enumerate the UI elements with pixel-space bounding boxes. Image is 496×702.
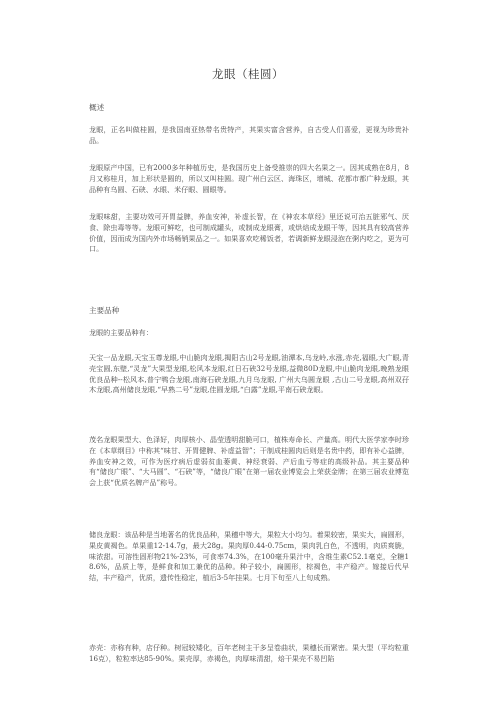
section-heading-varieties: 主要品种 (89, 306, 120, 315)
varieties-paragraph-5: 赤壳：亦称有种，店仔种。树冠较矮化，百年老树主干多呈卷曲状，果穗长而紧密。果大型（平均粒重16克），粒粒率达85-90%。果壳厚，赤褐色，肉厚味清甜，焙干果壳不易凹陷 (89, 643, 409, 663)
varieties-paragraph-4: 储良龙眼：该品种是当地著名的优良品种，果穗中等大，果粒大小均匀。着果较密，果实大，扁圆形，果皮黄褐色。单果重12-14.7g，最大28g。果肉厚0.44-0.75cm，果肉乳白色，不透明，肉质爽脆，味浓甜。可溶性固形物21%-23%，可食率74.3%，在100毫升果汁中，含维生素C52.1毫克，全糖18.6%，品质上等，是鲜食和加工兼优的品种。种子较小，扁圆形，棕褐色，丰产稳产。嫁接后代早结，丰产稳产，优质，遗传性稳定，植后3-5年挂果。七月下旬至八上旬成熟。 (89, 530, 409, 583)
overview-paragraph-2: 龙眼原产中国，已有2000多年种植历史，是我国历史上备受推崇的四大名果之一。因其成熟在8月，8月又称桂月，加上形状是圆的，所以又叫桂圆。现广州白云区、海珠区，增城、花都市都广种龙眼，其品种有乌圆、石硖、水眼、米仔眼、圆眼等。 (89, 163, 409, 194)
varieties-paragraph-2: 天宝一品龙眼,天宝玉尊龙眼,中山脆肉龙眼,揭阳古山2号龙眼,油潭本,乌龙岭,水涨,赤壳,福眼,大广眼,青壳宝圆,东壁,“灵龙”大果型龙眼,松风本龙眼,红日石硖32号龙眼,益微80D龙眼,中山脆肉龙眼,晚熟龙眼优良品种--松风本,普宁鸭合龙眼,南海石硖龙眼,九月乌龙眼, 广州大乌圆龙眼 ,古山二号龙眼,高州双孖木龙眼,高州储良龙眼,“早熟二号”龙眼,佳圆龙眼,“白露”龙眼,平南石硖龙眼。 (89, 353, 409, 395)
overview-paragraph-1: 龙眼，正名叫做桂圆，是我国南亚热带名贵特产，其果实富含营养，自古受人们喜爱，更视为珍贵补品。 (89, 125, 409, 145)
section-heading-overview: 概述 (89, 103, 105, 112)
varieties-paragraph-1: 龙眼的主要品种有： (89, 328, 153, 337)
page-title: 龙眼（桂圆） (212, 67, 284, 81)
overview-paragraph-3: 龙眼味甜，主要功效可开胃益脾，养血安神，补虚长智，在《神农本草经》里还说可治五脏邪气、厌食、除虫毒等等。龙眼可鲜吃，也可制成罐头，或制成龙眼膏，或烘焙成龙眼干等，因其具有较高营养价值，因而成为国内外市场畅销果品之一。如果喜欢吃稀饭者，若调新鲜龙眼浸泡在粥内吃之，更为可口。 (89, 212, 409, 254)
varieties-paragraph-3: 茂名龙眼果型大、色泽好，肉厚核小、晶莹透明甜脆可口，植株寿命长、产量高。明代大医学家李时珍在《本草纲目》中称其“味甘、开胃健脾、补虚益智”；干制成桂圆肉后则是名贵中药，即有补心益脾，养血安神之效，可作为医疗病后虚弱贫血萎黄、神经衰弱、产后血亏等症的高级补品。其主要品种有“储良广眼”、“大马圆”、“石硖”等，“储良广眼”在第一届农业博览会上荣获金牌；在第三届农业博览会上获“优质名牌产品”称号。 (89, 435, 409, 488)
